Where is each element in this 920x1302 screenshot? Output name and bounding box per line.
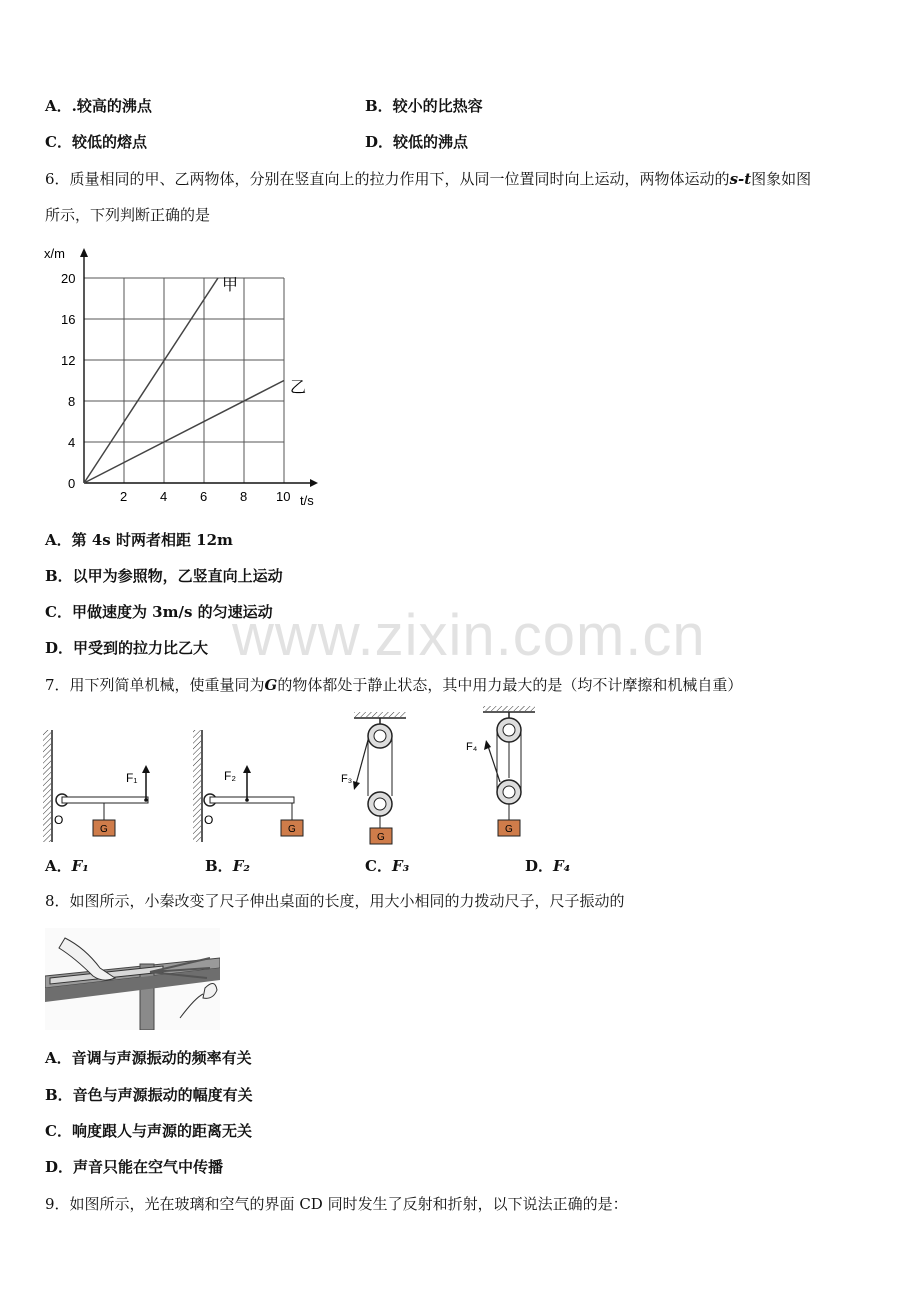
q7-stem xyxy=(45,675,742,695)
ruler-on-desk-illustration xyxy=(45,928,220,1030)
y-axis-label: x/m xyxy=(44,246,65,261)
y-tick-label-1: 4 xyxy=(68,435,76,450)
series-line-0 xyxy=(84,278,218,483)
label-f1: F₁ xyxy=(126,771,138,785)
lever-2 xyxy=(193,730,303,842)
q5-option-b: B．较小的比热容 xyxy=(365,97,483,115)
label-o1: O xyxy=(54,813,64,827)
q6-option-d: D．甲受到的拉力比乙大 xyxy=(45,639,209,657)
q7-option-a: A．F₁ xyxy=(45,857,89,875)
pulley-system-3 xyxy=(341,712,406,844)
label-f3: F₃ xyxy=(341,773,353,785)
watermark: www.zixin.com.cn xyxy=(232,603,706,668)
q5-option-a: A．.较高的沸点 xyxy=(45,97,152,115)
q7-stem-g: G xyxy=(264,676,278,694)
series-label-1: 乙 xyxy=(290,379,307,397)
series-label-0: 甲 xyxy=(222,277,239,294)
q6-option-b: B．以甲为参照物，乙竖直向上运动 xyxy=(45,567,283,585)
q5-option-d: D．较低的沸点 xyxy=(365,133,469,151)
q7-option-c: C．F₃ xyxy=(365,857,410,875)
q6-option-a: A．第 4s 时两者相距 12m xyxy=(45,531,233,549)
y-tick-label-3: 12 xyxy=(61,353,76,368)
q6-stem-end: 图象如图 xyxy=(751,170,812,188)
q6-stem-st: s-t xyxy=(729,170,752,188)
x-tick-label-4: 10 xyxy=(276,489,291,504)
origin-label: 0 xyxy=(68,476,76,491)
x-tick-label-1: 4 xyxy=(160,489,168,504)
label-g2: G xyxy=(288,824,296,835)
q8-option-a: A．音调与声源振动的频率有关 xyxy=(45,1049,252,1067)
x-tick-label-0: 2 xyxy=(120,489,128,504)
q7-stem-post: 的物体都处于静止状态，其中用力最大的是（均不计摩擦和机械自重） xyxy=(277,676,743,694)
label-g4: G xyxy=(505,824,513,835)
st-graph xyxy=(38,240,338,515)
q6-stem-text: 6．质量相同的甲、乙两物体，分别在竖直向上的拉力作用下，从同一位置同时向上运动，两物体运动的 xyxy=(45,170,730,188)
label-o2: O xyxy=(204,813,214,827)
q6-stem-line2: 所示，下列判断正确的是 xyxy=(45,206,211,224)
y-tick-label-5: 20 xyxy=(61,271,76,286)
y-tick-label-4: 16 xyxy=(61,312,76,327)
x-axis-arrow xyxy=(310,479,318,487)
q6-stem xyxy=(45,169,811,189)
q8-stem: 8．如图所示，小秦改变了尺子伸出桌面的长度，用大小相同的力拨动尺子，尺子振动的 xyxy=(45,892,625,910)
q6-option-c: C．甲做速度为 3m/s 的匀速运动 xyxy=(45,603,273,621)
x-tick-label-2: 6 xyxy=(200,489,208,504)
q7-option-d: D．F₄ xyxy=(525,857,571,875)
label-f2: F₂ xyxy=(224,769,236,783)
label-g3: G xyxy=(377,832,385,843)
simple-machines-figure xyxy=(38,700,558,850)
series-line-1 xyxy=(84,381,284,484)
y-axis-arrow xyxy=(80,248,88,257)
q9-stem: 9．如图所示，光在玻璃和空气的界面 CD 同时发生了反射和折射，以下说法正确的是： xyxy=(45,1195,628,1213)
q5-option-c: C．较低的熔点 xyxy=(45,133,147,151)
pulley-system-4 xyxy=(466,706,535,836)
x-tick-label-3: 8 xyxy=(240,489,248,504)
label-g1: G xyxy=(100,824,108,835)
q7-stem-pre: 7．用下列简单机械，使重量同为 xyxy=(45,676,265,694)
q8-option-b: B．音色与声源振动的幅度有关 xyxy=(45,1086,253,1104)
q8-option-c: C．响度跟人与声源的距离无关 xyxy=(45,1122,252,1140)
q8-option-d: D．声音只能在空气中传播 xyxy=(45,1158,224,1176)
y-tick-label-2: 8 xyxy=(68,394,76,409)
q7-option-b: B．F₂ xyxy=(205,857,250,875)
x-axis-label: t/s xyxy=(300,493,314,508)
label-f4: F₄ xyxy=(466,741,478,753)
lever-1 xyxy=(43,730,150,842)
